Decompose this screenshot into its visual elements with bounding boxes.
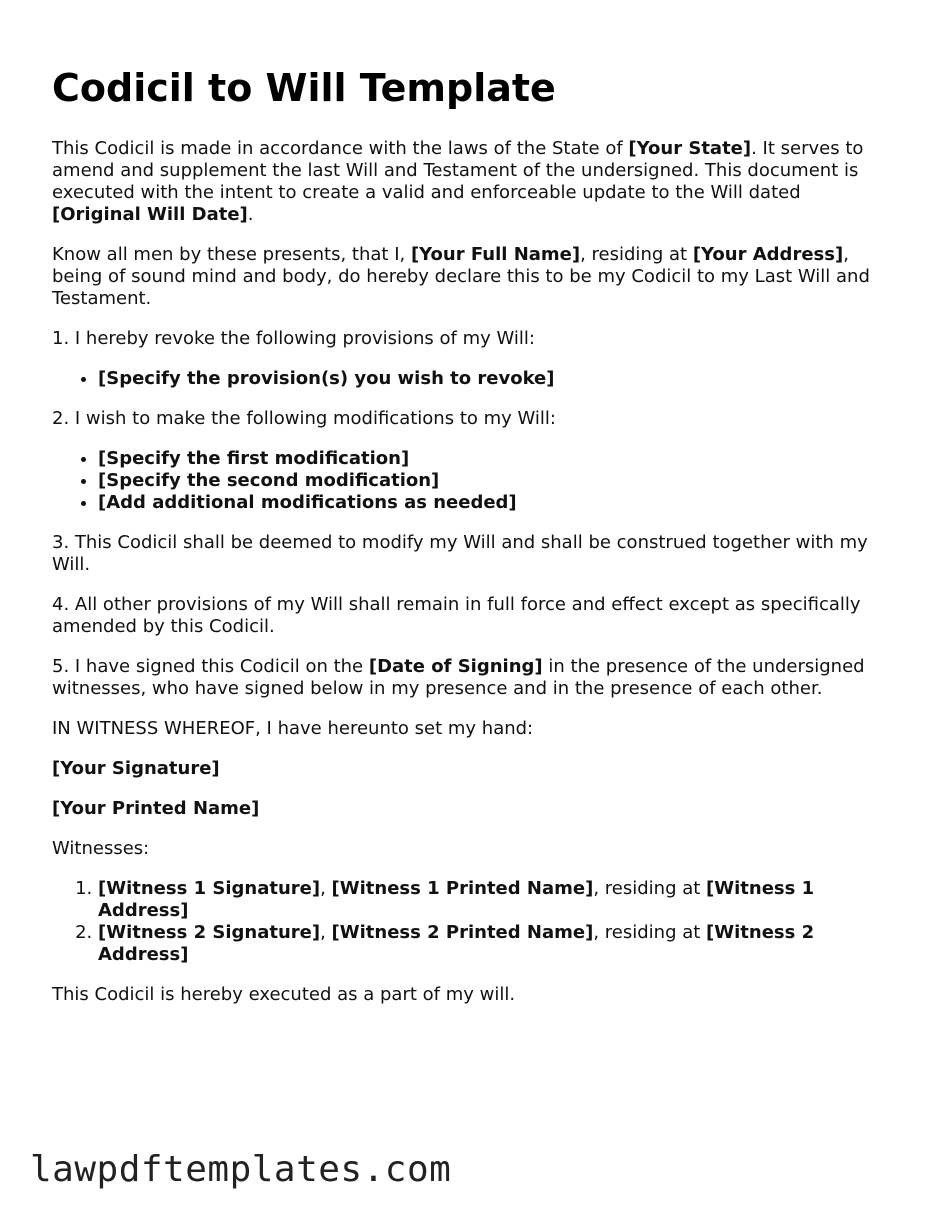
will-date-placeholder: [Original Will Date] [52, 204, 248, 225]
witness-whereof: IN WITNESS WHEREOF, I have hereunto set my hand: [52, 718, 534, 739]
witnesses-label: Witnesses: [52, 838, 150, 859]
signing-date-placeholder: [Date of Signing] [368, 656, 543, 677]
declaration-text-2: , residing at [580, 244, 693, 265]
list-item: • [Specify the second modification] [98, 470, 892, 492]
witness-item: 1. [Witness 1 Signature], [Witness 1 Printed Name], residing at [Witness 1 Address] [98, 878, 892, 922]
intro-text-1: This Codicil is made in accordance with the laws of the State of [52, 138, 629, 159]
full-name-placeholder: [Your Full Name] [410, 244, 581, 265]
intro-paragraph [52, 138, 892, 226]
intro-text-3: . [247, 204, 254, 225]
closing-statement: This Codicil is hereby executed as a part of my will. [52, 984, 516, 1005]
declaration-paragraph [52, 244, 892, 310]
declaration-text-3: , being of sound mind and body, do hereby declare this to be my Codicil to my Last Will and Testament. [52, 244, 870, 309]
watermark-footer: lawpdftemplates.com [30, 1149, 452, 1190]
revoke-list [52, 368, 892, 390]
modification-list [52, 448, 892, 514]
list-item: • [Specify the provision(s) you wish to revoke] [98, 368, 892, 390]
clause-3: 3. This Codicil shall be deemed to modify my Will and shall be construed together with my Will. [52, 532, 868, 575]
printed-name-placeholder: [Your Printed Name] [52, 798, 260, 819]
witness-item: 2. [Witness 2 Signature], [Witness 2 Printed Name], residing at [Witness 2 Address] [98, 922, 892, 966]
address-placeholder: [Your Address] [692, 244, 844, 265]
page-title: Codicil to Will Template [52, 66, 556, 110]
clause-5 [52, 656, 892, 700]
clause-5-text-2: in the presence of the undersigned witnesses, who have signed below in my presence and in the presence of each other. [52, 656, 865, 699]
list-item: • [Add additional modifications as needed] [98, 492, 892, 514]
document-body [52, 64, 892, 1024]
clause-2: 2. I wish to make the following modifications to my Will: [52, 408, 556, 429]
clause-4: 4. All other provisions of my Will shall remain in full force and effect except as specifically amended by this Codicil. [52, 594, 861, 637]
state-placeholder: [Your State] [628, 138, 752, 159]
intro-text-2: . It serves to amend and supplement the last Will and Testament of the undersigned. This document is executed with the intent to create a valid and enforceable update to the Will dated [52, 138, 864, 203]
list-item: • [Specify the first modification] [98, 448, 892, 470]
witness-list [52, 878, 892, 966]
clause-5-text-1: 5. I have signed this Codicil on the [52, 656, 369, 677]
signature-placeholder: [Your Signature] [52, 758, 220, 779]
clause-1: 1. I hereby revoke the following provisions of my Will: [52, 328, 535, 349]
declaration-text-1: Know all men by these presents, that I, [52, 244, 411, 265]
